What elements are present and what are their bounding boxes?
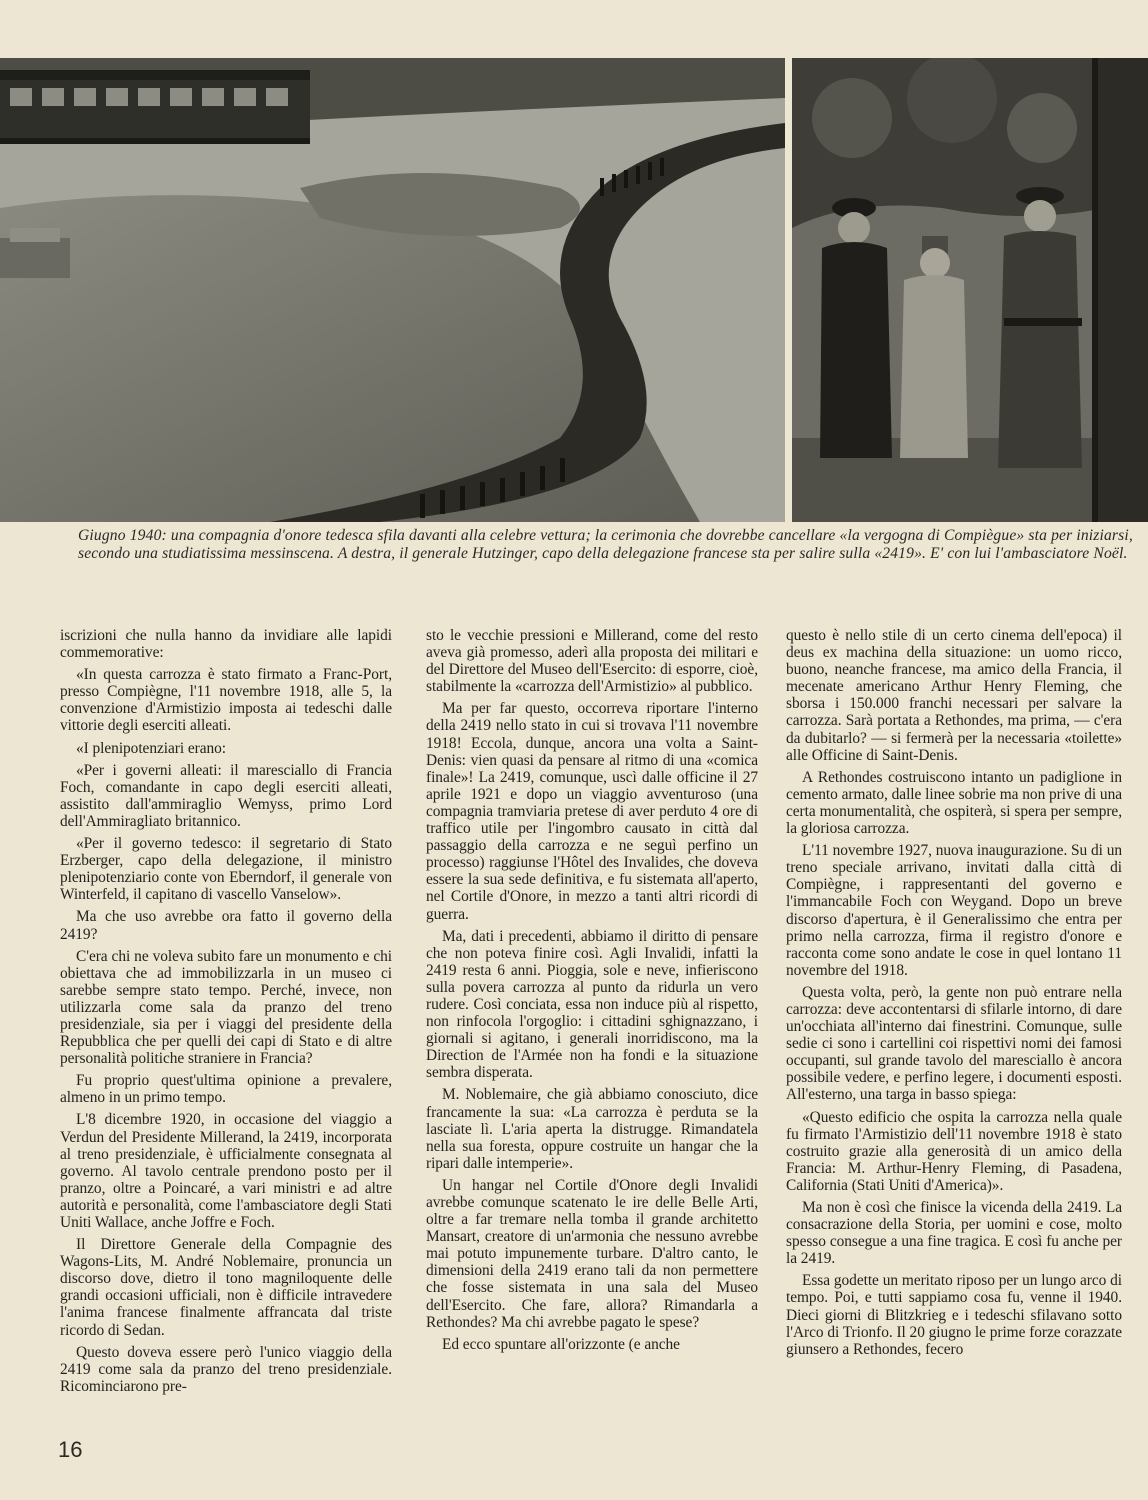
article-column-2	[426, 627, 758, 1358]
paragraph: Il Direttore Generale della Compagnie des Wagons-Lits, M. André Noblemaire, pronuncia un discorso dove, dietro il tono magniloquente delle grandi occasioni ufficiali, non è difficile intravedere l'anima francese finalmente affrancata dal triste ricordo di Sedan.	[60, 1236, 392, 1339]
paragraph: Questa volta, però, la gente non può entrare nella carrozza: deve accontentarsi di sfilarle intorno, di dare un'occhiata all'interno dai finestrini. Comunque, sulle sedie ci sono i cartellini coi rispettivi nomi dei famosi occupanti, sul grande tavolo del maresciallo è ancora possibile vedere, e perfino legere, i documenti esposti. All'esterno, una targa in basso spiega:	[786, 983, 1122, 1104]
paragraph: A Rethondes costruiscono intanto un padiglione in cemento armato, dalle linee sobrie ma non prive di una certa monumentalità, che ospiterà, si spera per sempre, la gloriosa carrozza.	[786, 768, 1122, 838]
paragraph: «In questa carrozza è stato firmato a Franc-Port, presso Compiègne, l'11 novembre 1918, alle 5, la convenzione d'Armistizio imposta ai tedeschi dalle vittorie degli eserciti alleati.	[60, 666, 392, 735]
paragraph: Questo doveva essere però l'unico viaggio della 2419 come sala da pranzo del treno presidenziale. Ricominciarono pre-	[60, 1343, 392, 1395]
photo-hutzinger	[792, 58, 1148, 522]
paragraph: Ma non è così che finisce la vicenda della 2419. La consacrazione della Storia, per uomini e cose, molto spesso consegue a una fine tragica. E così fu anche per la 2419.	[786, 1199, 1122, 1268]
article-column-3	[786, 627, 1122, 1363]
page-number: 16	[58, 1437, 83, 1462]
paragraph: «Per i governi alleati: il maresciallo di Francia Foch, comandante in capo degli eserciti alleati, assistito dall'ammiraglio Wemyss, primo Lord dell'Ammiragliato britannico.	[60, 761, 392, 830]
paragraph: sto le vecchie pressioni e Millerand, come del resto aveva già promesso, aderì alla proposta dei militari e del Direttore del Museo dell'Esercito: di esporre, cioè, stabilmente la «carrozza dell'Armistizio» al pubblico.	[426, 627, 758, 696]
paragraph: Fu proprio quest'ultima opinione a prevalere, almeno in un primo tempo.	[60, 1072, 392, 1107]
paragraph: questo è nello stile di un certo cinema dell'epoca) il deus ex machina della situazione: un uomo ricco, buono, neanche francese, ma amico della Francia, il mecenate americano Arthur Henry Fleming, che sborsa i 150.000 franchi necessari per salvare la carrozza. Sarà portata a Rethondes, ma prima, — c'era da dubitarlo? — si fermerà per la necessaria «toilette» alle Officine di Saint-Denis.	[786, 627, 1122, 764]
paragraph: Ma, dati i precedenti, abbiamo il diritto di pensare che non poteva finire così. Agli Invalidi, infatti la 2419 resta 6 anni. Pioggia, sole e neve, infieriscono sulla povera carrozza al punto da ridurla un vero rudere. Così conciata, essa non induce più al rispetto, non rinfocola l'orgoglio: i cittadini sghignazzano, i giornali si agitano, i generali inorridiscono, ma la Direction de l'Armée non ha fondi e la situazione sembra disperata.	[426, 927, 758, 1082]
paragraph: iscrizioni che nulla hanno da invidiare alle lapidi commemorative:	[60, 627, 392, 662]
paragraph: Ed ecco spuntare all'orizzonte (e anche	[442, 1335, 680, 1353]
photo-honor-company	[0, 58, 785, 522]
paragraph: «Questo edificio che ospita la carrozza nella quale fu firmato l'Armistizio dell'11 novembre 1918 è stato costruito grazie alla generosità di un amico della Francia: M. Arthur-Henry Fleming, di Pasadena, California (Stati Uniti d'America)».	[786, 1108, 1122, 1194]
paragraph: M. Noblemaire, che già abbiamo conosciuto, dice francamente la sua: «La carrozza è perduta se la lasciate lì. L'aria aperta la distrugge. Rimandatela nella sua foresta, oppure costruite un hangar che la ripari dalle intemperie».	[426, 1086, 758, 1172]
paragraph: «Per il governo tedesco: il segretario di Stato Erzberger, capo della delegazione, il ministro plenipotenziario conte von Eberndorf, il generale von Winterfeld, il capitano di vascello Vanselow».	[60, 835, 392, 904]
paragraph: L'11 novembre 1927, nuova inaugurazione. Su di un treno speciale arrivano, invitati dalla città di Compiègne, i rappresentanti del governo e l'immancabile Foch con Weygand. Dopo un breve discorso d'apertura, è il Generalissimo che entra per primo nella carrozza, firma il registro d'onore e racconta come sono andate le cose in quel lontano 11 novembre del 1918.	[786, 842, 1122, 979]
caption-text: Giugno 1940: una compagnia d'onore tedesca sfila davanti alla celebre vettura; la cerimonia che dovrebbe cancellare «la vergogna di Compiègue» sta per iniziarsi, secondo una studiatissima messinscena. A destra, il generale Hutzinger, capo della delegazione francese sta per salire sulla «2419». E' con lui l'ambasciatore Noël.	[78, 527, 1133, 562]
paragraph: Ma per far questo, occorreva riportare l'interno della 2419 nello stato in cui si trovava l'11 novembre 1918! Eccola, dunque, ancora una volta a Saint-Denis: vien quasi da pensare al ritmo di una «comica finale»! La 2419, comunque, uscì dalle officine il 27 aprile 1921 e dopo un viaggio avventuroso (una compagnia tramviaria pretese di aver perduto 4 ore di traffico utile per l'ingombro causato in città dal passaggio della carrozza e ne seguì perfino un processo) raggiunse l'Hôtel des Invalides, che doveva essere la sua sede definitiva, e fu sistemata all'aperto, nel Cortile d'Onore, in mezzo a tanti altri ricordi di guerra.	[426, 700, 758, 923]
photo-honor-company-image	[0, 58, 785, 522]
paragraph: C'era chi ne voleva subito fare un monumento e chi obiettava che ad immobilizzarla in un museo ci sarebbe sempre stato tempo. Perché, invece, non utilizzarla come sala da pranzo del treno presidenziale, sia per i viaggi del presidente della Repubblica che per quelli dei capi di Stato e di altre personalità politiche straniere in Francia?	[60, 947, 392, 1068]
paragraph: L'8 dicembre 1920, in occasione del viaggio a Verdun del Presidente Millerand, la 2419, incorporata al treno presidenziale, è ufficialmente consegnata al governo. Al tavolo centrale prendono posto per il pranzo, oltre a Poincaré, a vari ministri e ad altre autorità e personalità, come l'ambasciatore degli Stati Uniti Wallace, anche Joffre e Foch.	[60, 1111, 392, 1231]
photo-hutzinger-image	[792, 58, 1148, 522]
paragraph: Ma che uso avrebbe ora fatto il governo della 2419?	[60, 908, 392, 943]
paragraph: Essa godette un meritato riposo per un lungo arco di tempo. Poi, e tutti sappiamo cosa fu, venne il 1940. Dieci giorni di Blitzkrieg e i tedeschi sfilavano sotto l'Arco di Trionfo. Il 20 giugno le prime forze corazzate giunsero a Rethondes, fecero	[786, 1272, 1122, 1358]
photo-caption	[78, 527, 1140, 563]
paragraph: «I plenipotenziari erano:	[76, 739, 227, 757]
article-column-1	[60, 627, 392, 1400]
paragraph: Un hangar nel Cortile d'Onore degli Invalidi avrebbe comunque scatenato le ire delle Belle Arti, oltre a far tremare nella tomba il grande architetto Mansart, creatore di un'armonia che nessuno avrebbe mai potuto impunemente turbare. D'altro canto, le dimensioni della 2419 erano tali da non permettere che fosse sistemata in una sala del Museo dell'Esercito. Che fare, allora? Rimandarla a Rethondes? Ma chi avrebbe pagato le spese?	[426, 1176, 758, 1331]
